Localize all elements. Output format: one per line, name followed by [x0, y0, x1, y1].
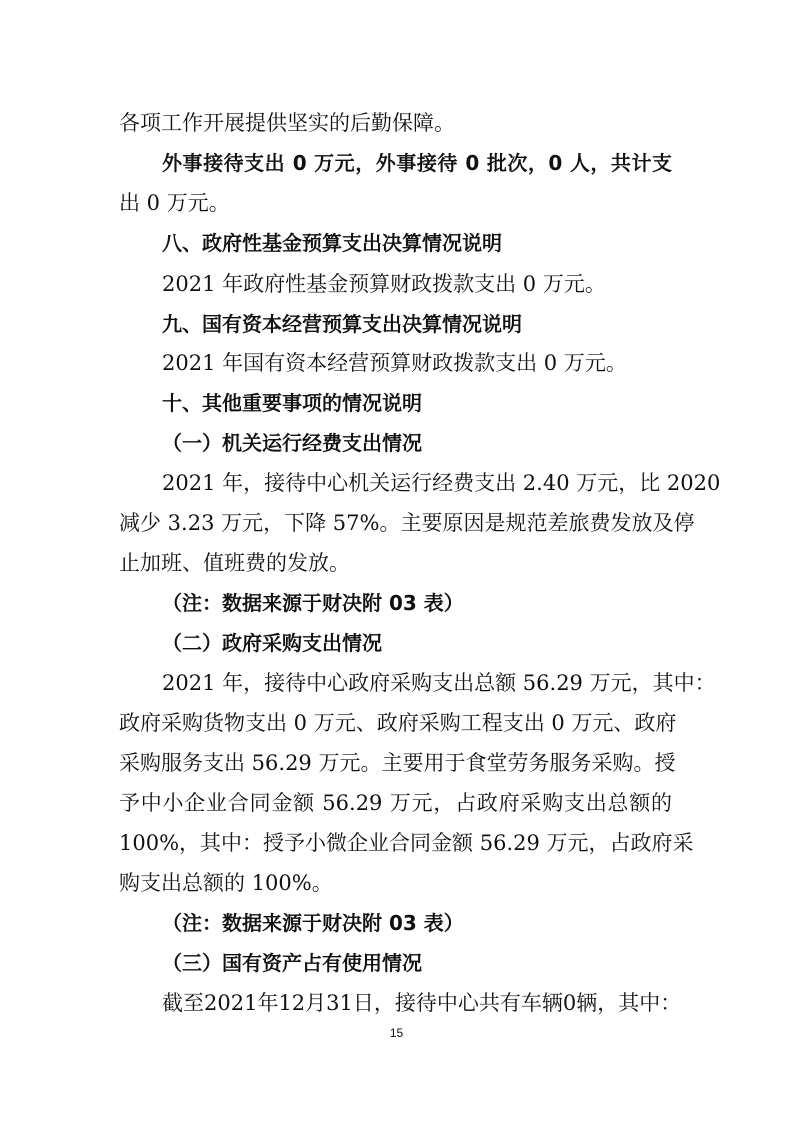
- body-text-line: 采购服务支出 56.29 万元。主要用于食堂劳务服务采购。授: [119, 751, 676, 775]
- body-text-line: 2021 年，接待中心政府采购支出总额 56.29 万元，其中：: [162, 671, 716, 695]
- body-text-line: 截至2021年12月31日，接待中心共有车辆0辆，其中：: [162, 991, 682, 1015]
- body-text-line: 止加班、值班费的发放。: [119, 551, 350, 575]
- body-text-line: 出 0 万元。: [119, 191, 230, 215]
- section-heading: 八、政府性基金预算支出决算情况说明: [162, 231, 502, 255]
- body-text-line: 购支出总额的 100%。: [119, 871, 333, 895]
- body-text-line: 各项工作开展提供坚实的后勤保障。: [119, 111, 455, 135]
- page-number: 15: [389, 1026, 404, 1040]
- body-text-line: 2021 年政府性基金预算财政拨款支出 0 万元。: [162, 272, 606, 296]
- subsection-heading: （一）机关运行经费支出情况: [162, 431, 422, 455]
- body-text-line: 减少 3.23 万元，下降 57%。主要原因是规范差旅费发放及停: [119, 511, 695, 535]
- body-text-line: 2021 年，接待中心机关运行经费支出 2.40 万元，比 2020: [162, 471, 721, 495]
- body-text-line: 外事接待支出 0 万元，外事接待 0 批次，0 人，共计支: [162, 151, 672, 175]
- body-text-line: 予中小企业合同金额 56.29 万元，占政府采购支出总额的: [119, 791, 672, 815]
- body-text-line: 100%，其中：授予小微企业合同金额 56.29 万元，占政府采: [119, 831, 694, 855]
- source-note: （注：数据来源于财决附 03 表）: [162, 911, 464, 935]
- section-heading: 十、其他重要事项的情况说明: [162, 391, 422, 415]
- subsection-heading: （三）国有资产占有使用情况: [162, 951, 422, 975]
- section-heading: 九、国有资本经营预算支出决算情况说明: [162, 312, 522, 336]
- body-text-line: 2021 年国有资本经营预算财政拨款支出 0 万元。: [162, 351, 627, 375]
- body-text-line: 政府采购货物支出 0 万元、政府采购工程支出 0 万元、政府: [119, 711, 677, 735]
- subsection-heading: （二）政府采购支出情况: [162, 631, 382, 655]
- source-note: （注：数据来源于财决附 03 表）: [162, 591, 464, 615]
